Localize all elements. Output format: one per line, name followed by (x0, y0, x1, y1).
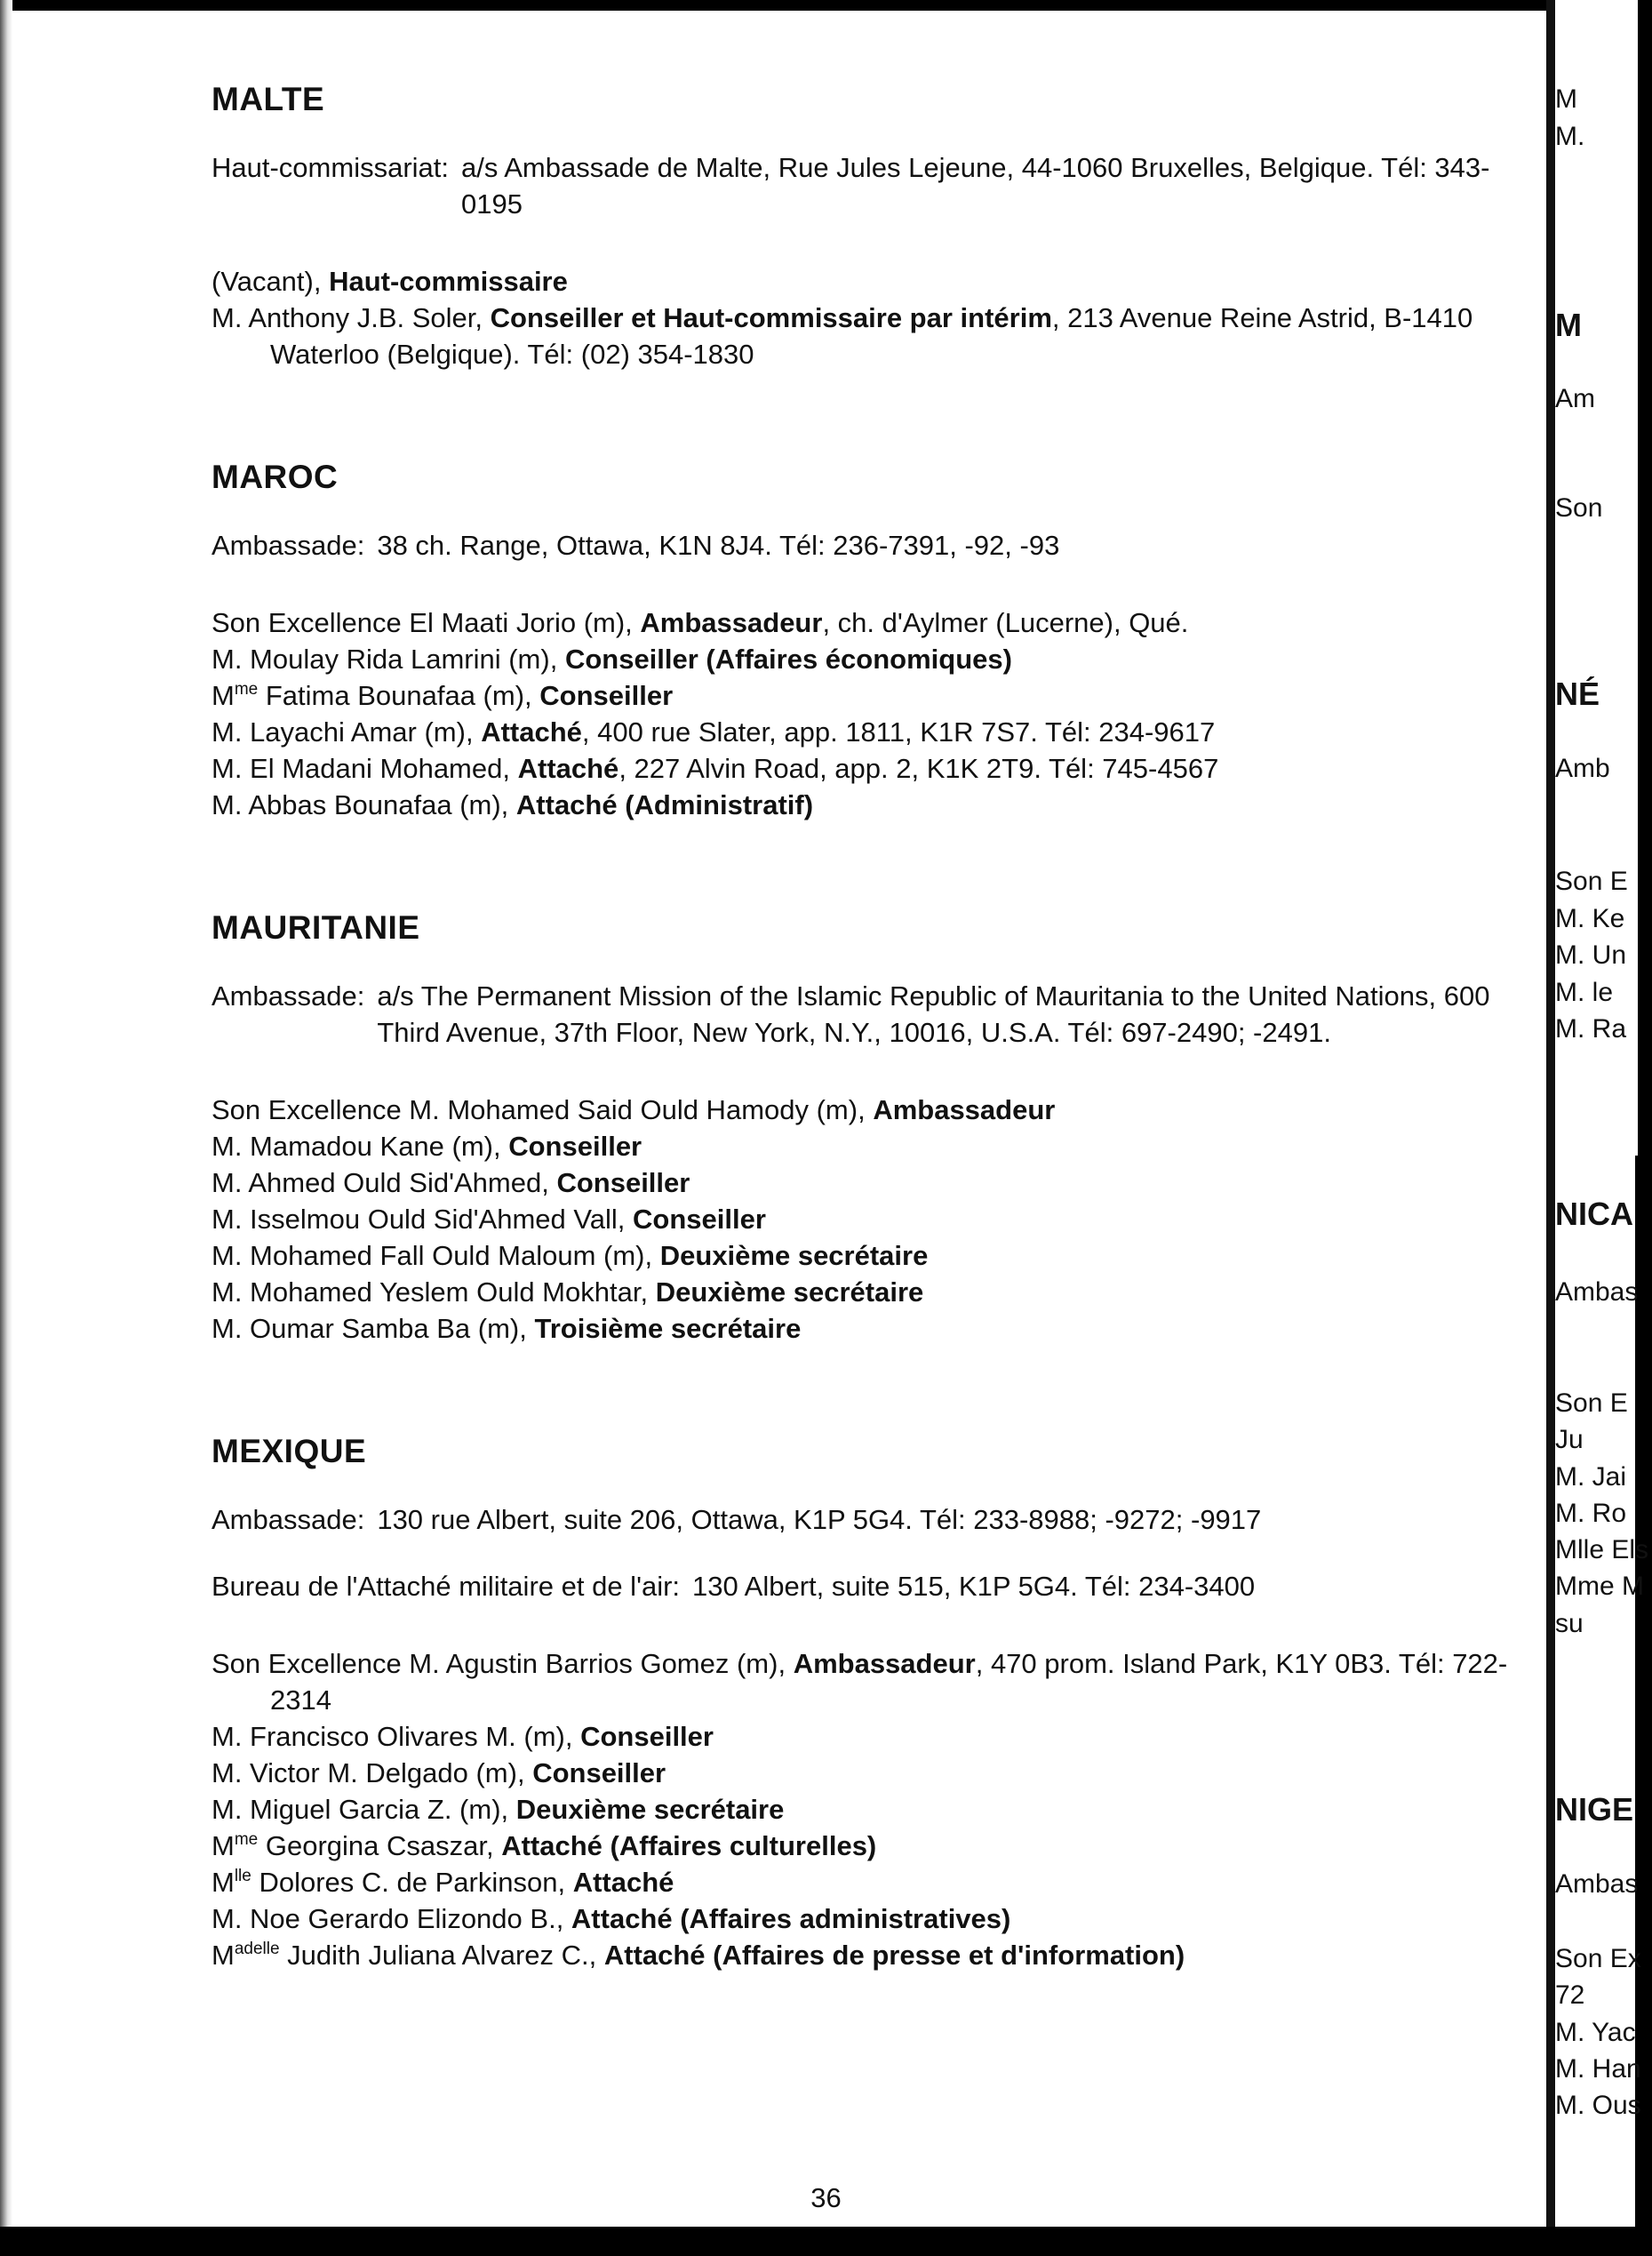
person-name: Son Excellence M. Agustin Barrios Gomez (m) (211, 1648, 778, 1679)
person-title: Deuxième secrétaire (659, 1240, 929, 1271)
staff-entry: $M^{adelle}$ Judith Juliana Alvarez C., Attaché (Affaires de presse et d'information) (211, 1940, 1185, 1971)
person-title: Conseiller (532, 1757, 666, 1788)
facing-page-text-fragment: M. Jai (1555, 1462, 1627, 1492)
person-name: M. Ahmed Ould Sid'Ahmed (211, 1167, 542, 1198)
person-name: M. Oumar Samba Ba (m) (211, 1313, 520, 1344)
person-title: Ambassadeur (793, 1648, 976, 1679)
facing-page-text-fragment: Son E (1555, 867, 1628, 896)
person-address: , 470 prom. Island Park, K1Y 0B3. Tél: 722-2314 (270, 1648, 1508, 1716)
person-name: Son Excellence El Maati Jorio (m) (211, 607, 626, 638)
person-title: Conseiller (508, 1131, 642, 1162)
address-value: a/s The Permanent Mission of the Islamic Republic of Mauritania to the United Nations, 600 Third Avenue, 37th Floor, New York, N.Y., 10016, U.S.A. Tél: 697-2490; -2491. (377, 980, 1490, 1048)
facing-page-text-fragment: M. Ra (1555, 1014, 1627, 1044)
address-row (211, 978, 1518, 1051)
staff-entry: M. Mamadou Kane (m), Conseiller (211, 1131, 642, 1162)
country-heading: MEXIQUE (211, 1433, 367, 1469)
address-row (211, 149, 1518, 222)
staff-entry: M. Francisco Olivares M. (m), Conseiller (211, 1721, 714, 1752)
facing-page-edge (1555, 0, 1652, 2256)
directory-page (211, 80, 1518, 2059)
scan-bottom-border (0, 2227, 1652, 2256)
facing-page-text-fragment: M. Ous (1555, 2091, 1641, 2120)
person-title: Ambassadeur (640, 607, 823, 638)
facing-page-text-fragment: NICA (1555, 1196, 1633, 1232)
address-label: Bureau de l'Attaché militaire et de l'air: (211, 1571, 681, 1602)
address-value: 130 rue Albert, suite 206, Ottawa, K1P 5G4. Tél: 233-8988; -9272; -9917 (377, 1504, 1262, 1535)
facing-page-text-fragment: M. Han (1555, 2054, 1641, 2084)
person-name-rest: Judith Juliana Alvarez C. (279, 1940, 589, 1971)
person-name: M. Mamadou Kane (m) (211, 1131, 493, 1162)
facing-page-text-fragment: NIGE (1555, 1791, 1634, 1828)
staff-entry: M. Layachi Amar (m), Attaché, 400 rue Slater, app. 1811, K1R 7S7. Tél: 234-9617 (211, 716, 1216, 748)
country-heading: MALTE (211, 81, 325, 117)
page-number: 36 (810, 2182, 842, 2213)
staff-entry: Son Excellence M. Mohamed Said Ould Hamody (m), Ambassadeur (211, 1094, 1056, 1125)
facing-page-text-fragment: 72 (1555, 1980, 1585, 2010)
address-value: 130 Albert, suite 515, K1P 5G4. Tél: 234-3400 (692, 1571, 1256, 1602)
person-title: Conseiller (539, 680, 674, 711)
person-title: Haut-commissaire (329, 266, 568, 297)
facing-page-text-fragment: M. Yac (1555, 2018, 1636, 2047)
staff-entry: (Vacant), Haut-commissaire (211, 266, 568, 297)
staff-entry: M. Mohamed Fall Ould Maloum (m), Deuxième secrétaire (211, 1240, 929, 1271)
person-name-rest: Georgina Csaszar (258, 1830, 486, 1861)
person-name: M. Moulay Rida Lamrini (m) (211, 644, 550, 675)
facing-page-text-fragment: M. Un (1555, 940, 1627, 970)
staff-entry: M. Isselmou Ould Sid'Ahmed Vall, Conseiller (211, 1204, 766, 1235)
person-name: M. Noe Gerardo Elizondo B. (211, 1903, 556, 1934)
staff-list (211, 1092, 1518, 1347)
address-label: Ambassade: (211, 1504, 365, 1535)
person-title: Conseiller et Haut-commissaire par intérim (490, 302, 1052, 333)
person-name-rest: Dolores C. de Parkinson (251, 1867, 558, 1898)
staff-entry: M. El Madani Mohamed, Attaché, 227 Alvin Road, app. 2, K1K 2T9. Tél: 745-4567 (211, 753, 1219, 784)
country-section (211, 908, 1518, 1347)
staff-list (211, 263, 1518, 372)
person-name: M (211, 1830, 235, 1861)
person-title: Ambassadeur (873, 1094, 1056, 1125)
scan-left-edge (0, 0, 12, 2256)
address-label: Haut-commissariat: (211, 152, 449, 183)
staff-entry: $M^{me}$ Georgina Csaszar, Attaché (Affaires culturelles) (211, 1830, 877, 1861)
facing-page-text-fragment: Mme M (1555, 1572, 1644, 1601)
person-name: M. Layachi Amar (m) (211, 716, 466, 748)
facing-page-text-fragment: su (1555, 1609, 1584, 1638)
person-name-rest: Fatima Bounafaa (m) (258, 680, 525, 711)
person-name: M. Francisco Olivares M. (m) (211, 1721, 565, 1752)
facing-page-text-fragment: M. Ro (1555, 1499, 1627, 1528)
person-name: M. Isselmou Ould Sid'Ahmed Vall (211, 1204, 618, 1235)
person-title: Conseiller (Affaires économiques) (564, 644, 1012, 675)
person-address: , 227 Alvin Road, app. 2, K1K 2T9. Tél: 745-4567 (619, 753, 1219, 784)
person-name: M (211, 1867, 235, 1898)
person-title: Deuxième secrétaire (515, 1794, 785, 1825)
scan-top-border (0, 0, 1652, 11)
address-row (211, 1568, 1518, 1604)
facing-page-text-fragment: Amb (1555, 754, 1610, 783)
facing-page-text-fragment: Mlle Els (1555, 1535, 1649, 1564)
person-title: Attaché (Affaires de presse et d'information) (603, 1940, 1185, 1971)
person-name: M. Anthony J.B. Soler (211, 302, 475, 333)
country-heading: MAROC (211, 459, 339, 495)
facing-page-text-fragment: Son Ex (1555, 1944, 1641, 1973)
person-address: , 400 rue Slater, app. 1811, K1R 7S7. Tél: 234-9617 (581, 716, 1216, 748)
staff-entry: M. Moulay Rida Lamrini (m), Conseiller (Affaires économiques) (211, 644, 1012, 675)
facing-page-text-fragment: M (1555, 307, 1582, 343)
facing-page-text-fragment: Ambas (1555, 1869, 1639, 1899)
person-name: M (211, 1940, 235, 1971)
person-name: M. Mohamed Fall Ould Maloum (m) (211, 1240, 645, 1271)
staff-entry: M. Oumar Samba Ba (m), Troisième secrétaire (211, 1313, 802, 1344)
person-title: Deuxième secrétaire (655, 1276, 924, 1308)
country-section (211, 1432, 1518, 1973)
facing-page-text-fragment: Ju (1555, 1425, 1584, 1454)
facing-page-text-fragment: NÉ (1555, 676, 1600, 712)
staff-entry: M. Ahmed Ould Sid'Ahmed, Conseiller (211, 1167, 690, 1198)
honorific-superscript: adelle (234, 1940, 280, 1958)
person-name: (Vacant) (211, 266, 314, 297)
facing-page-text-fragment: M. Ke (1555, 904, 1625, 933)
country-heading: MAURITANIE (211, 909, 420, 946)
honorific-superscript: me (234, 1830, 259, 1849)
person-name: M. Abbas Bounafaa (m) (211, 789, 501, 820)
address-value: 38 ch. Range, Ottawa, K1N 8J4. Tél: 236-7391, -92, -93 (377, 530, 1060, 561)
staff-entry: M. Anthony J.B. Soler, Conseiller et Haut-commissaire par intérim, 213 Avenue Reine Astrid, B-1410 Waterloo (Belgique). Tél: (02) 354-1830 (211, 302, 1473, 370)
address-value: a/s Ambassade de Malte, Rue Jules Lejeune, 44-1060 Bruxelles, Belgique. Tél: 343-0195 (461, 152, 1490, 220)
person-name: M (211, 680, 235, 711)
person-name: M. Victor M. Delgado (m) (211, 1757, 517, 1788)
honorific-superscript: me (234, 680, 259, 699)
person-title: Attaché (Affaires administratives) (571, 1903, 1011, 1934)
facing-page-text-fragment: Son E (1555, 1388, 1628, 1418)
facing-page-text-fragment: M. (1555, 122, 1585, 151)
address-row (211, 1501, 1518, 1538)
staff-entry: M. Victor M. Delgado (m), Conseiller (211, 1757, 666, 1788)
staff-entry: $M^{lle}$ Dolores C. de Parkinson, Attaché (211, 1867, 674, 1898)
facing-page-text-fragment: M. le (1555, 978, 1614, 1007)
staff-entry: Son Excellence M. Agustin Barrios Gomez (m), Ambassadeur, 470 prom. Island Park, K1Y 0B3. Tél: 722-2314 (211, 1648, 1508, 1716)
person-title: Conseiller (556, 1167, 690, 1198)
staff-entry: Son Excellence El Maati Jorio (m), Ambassadeur, ch. d'Aylmer (Lucerne), Qué. (211, 607, 1189, 638)
person-address: , 213 Avenue Reine Astrid, B-1410 Waterloo (Belgique). Tél: (02) 354-1830 (270, 302, 1473, 370)
staff-list (211, 1645, 1518, 1973)
person-name: M. Mohamed Yeslem Ould Mokhtar (211, 1276, 641, 1308)
person-title: Conseiller (580, 1721, 714, 1752)
person-title: Attaché (481, 716, 582, 748)
person-name: M. Miguel Garcia Z. (m) (211, 1794, 501, 1825)
person-address: , ch. d'Aylmer (Lucerne), Qué. (822, 607, 1189, 638)
person-title: Troisième secrétaire (534, 1313, 802, 1344)
person-title: Attaché (Administratif) (515, 789, 814, 820)
person-title: Conseiller (633, 1204, 766, 1235)
person-name: M. El Madani Mohamed (211, 753, 503, 784)
facing-page-text-fragment: Am (1555, 384, 1595, 413)
facing-page-text-fragment: M (1555, 84, 1577, 114)
staff-list (211, 604, 1518, 823)
staff-entry: M. Mohamed Yeslem Ould Mokhtar, Deuxième secrétaire (211, 1276, 924, 1308)
country-section (211, 80, 1518, 372)
country-section (211, 458, 1518, 823)
staff-entry: M. Miguel Garcia Z. (m), Deuxième secrétaire (211, 1794, 785, 1825)
address-row (211, 527, 1518, 564)
person-title: Attaché (572, 1867, 674, 1898)
book-spine (1546, 0, 1555, 2256)
facing-page-text-fragment: Son (1555, 493, 1603, 523)
staff-entry: M. Noe Gerardo Elizondo B., Attaché (Affaires administratives) (211, 1903, 1011, 1934)
address-label: Ambassade: (211, 530, 365, 561)
person-title: Attaché (517, 753, 619, 784)
facing-page-text-fragment: Ambas (1555, 1277, 1639, 1307)
staff-entry: $M^{me}$ Fatima Bounafaa (m), Conseiller (211, 680, 674, 711)
honorific-superscript: lle (234, 1867, 251, 1885)
person-title: Attaché (Affaires culturelles) (501, 1830, 877, 1861)
staff-entry: M. Abbas Bounafaa (m), Attaché (Administratif) (211, 789, 814, 820)
person-name: Son Excellence M. Mohamed Said Ould Hamody (m) (211, 1094, 858, 1125)
address-label: Ambassade: (211, 980, 365, 1012)
